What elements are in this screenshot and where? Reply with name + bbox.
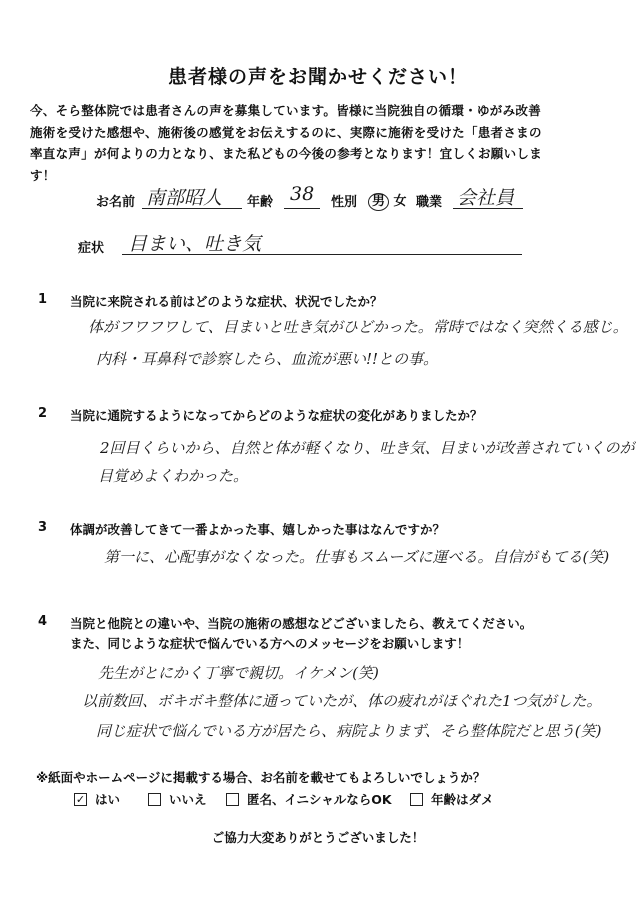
name-value: 南部昭人 <box>146 187 223 209</box>
sex-male-circled: 男 <box>368 193 389 211</box>
job-value: 会社員 <box>457 187 515 209</box>
sex-options <box>368 190 407 211</box>
option-label: 年齢はダメ <box>431 792 494 807</box>
age-value: 38 <box>290 183 315 205</box>
question-number: 1 <box>38 292 48 307</box>
thanks-message: ご協力大変ありがとうございました！ <box>211 830 425 845</box>
name-label: お名前 <box>96 195 136 210</box>
question-text-line2: また、同じような症状で悩んでいる方へのメッセージをお願いします！ <box>70 636 470 651</box>
intro-text <box>30 100 610 186</box>
page-title: 患者様の声をお聞かせください！ <box>167 66 468 88</box>
symptom-value: 目まい、吐き気 <box>128 233 262 255</box>
consent-question: ※紙面やホームページに掲載する場合、お名前を載せてもよろしいでしょうか？ <box>36 770 486 785</box>
answer-line: 先生がとにかく丁寧で親切。イケメン(笑) <box>98 664 379 682</box>
question-text: 当院と他院との違いや、当院の施術の感想などございましたら、教えてください。 <box>70 616 533 631</box>
question-text: 体調が改善してきて一番よかった事、嬉しかった事はなんですか？ <box>70 522 446 537</box>
intro-line: 施術を受けた感想や、施術後の感覚をお伝えするのに、実際に施術を受けた「患者さまの <box>30 124 542 140</box>
option-no-age[interactable] <box>410 790 494 808</box>
answer-line: 2回目くらいから、自然と体が軽くなり、吐き気、目まいが改善されていくのが <box>100 439 635 457</box>
answer-line: 第一に、心配事がなくなった。仕事もスムーズに運べる。自信がもてる(笑) <box>104 548 610 566</box>
job-label: 職業 <box>416 195 443 210</box>
question-number: 3 <box>38 520 48 535</box>
intro-line: す！ <box>30 167 56 183</box>
symptom-label: 症状 <box>78 241 105 256</box>
question-text: 当院に通院するようになってからどのような症状の変化がありましたか？ <box>70 408 483 423</box>
checkbox[interactable] <box>148 793 161 806</box>
age-label: 年齢 <box>247 195 274 210</box>
answer-line: 内科・耳鼻科で診察したら、血流が悪い!!との事。 <box>96 350 439 368</box>
sex-female: 女 <box>393 194 407 209</box>
option-anonymous[interactable] <box>226 790 392 808</box>
checkbox[interactable] <box>226 793 239 806</box>
option-yes[interactable] <box>74 790 120 808</box>
checkbox-checked[interactable]: ✓ <box>75 792 86 806</box>
option-label: はい <box>95 792 121 807</box>
checkbox[interactable] <box>410 793 423 806</box>
intro-line: 率直な声」が何よりの力となり、また私どもの今後の参考となります！宜しくお願いしま <box>30 146 543 161</box>
option-label: 匿名、イニシャルならOK <box>247 792 392 807</box>
question-number: 4 <box>38 614 48 629</box>
answer-line: 体がフワフワして、目まいと吐き気がひどかった。常時ではなく突然くる感じ。 <box>88 318 628 336</box>
option-no[interactable] <box>148 790 207 808</box>
option-label: いいえ <box>169 792 207 807</box>
sex-label: 性別 <box>331 195 358 210</box>
answer-line: 以前数回、ボキボキ整体に通っていたが、体の疲れがほぐれた1つ気がした。 <box>82 692 602 710</box>
answer-line: 同じ症状で悩んでいる方が居たら、病院よりまず、そら整体院だと思う(笑) <box>96 722 602 740</box>
question-text: 当院に来院される前はどのような症状、状況でしたか？ <box>70 294 383 309</box>
intro-line: 今、そら整体院では患者さんの声を募集しています。皆様に当院独自の循環・ゆがみ改善 <box>30 103 542 118</box>
age-underline <box>284 208 320 209</box>
answer-line: 目覚めよくわかった。 <box>98 467 249 485</box>
question-number: 2 <box>38 406 48 421</box>
